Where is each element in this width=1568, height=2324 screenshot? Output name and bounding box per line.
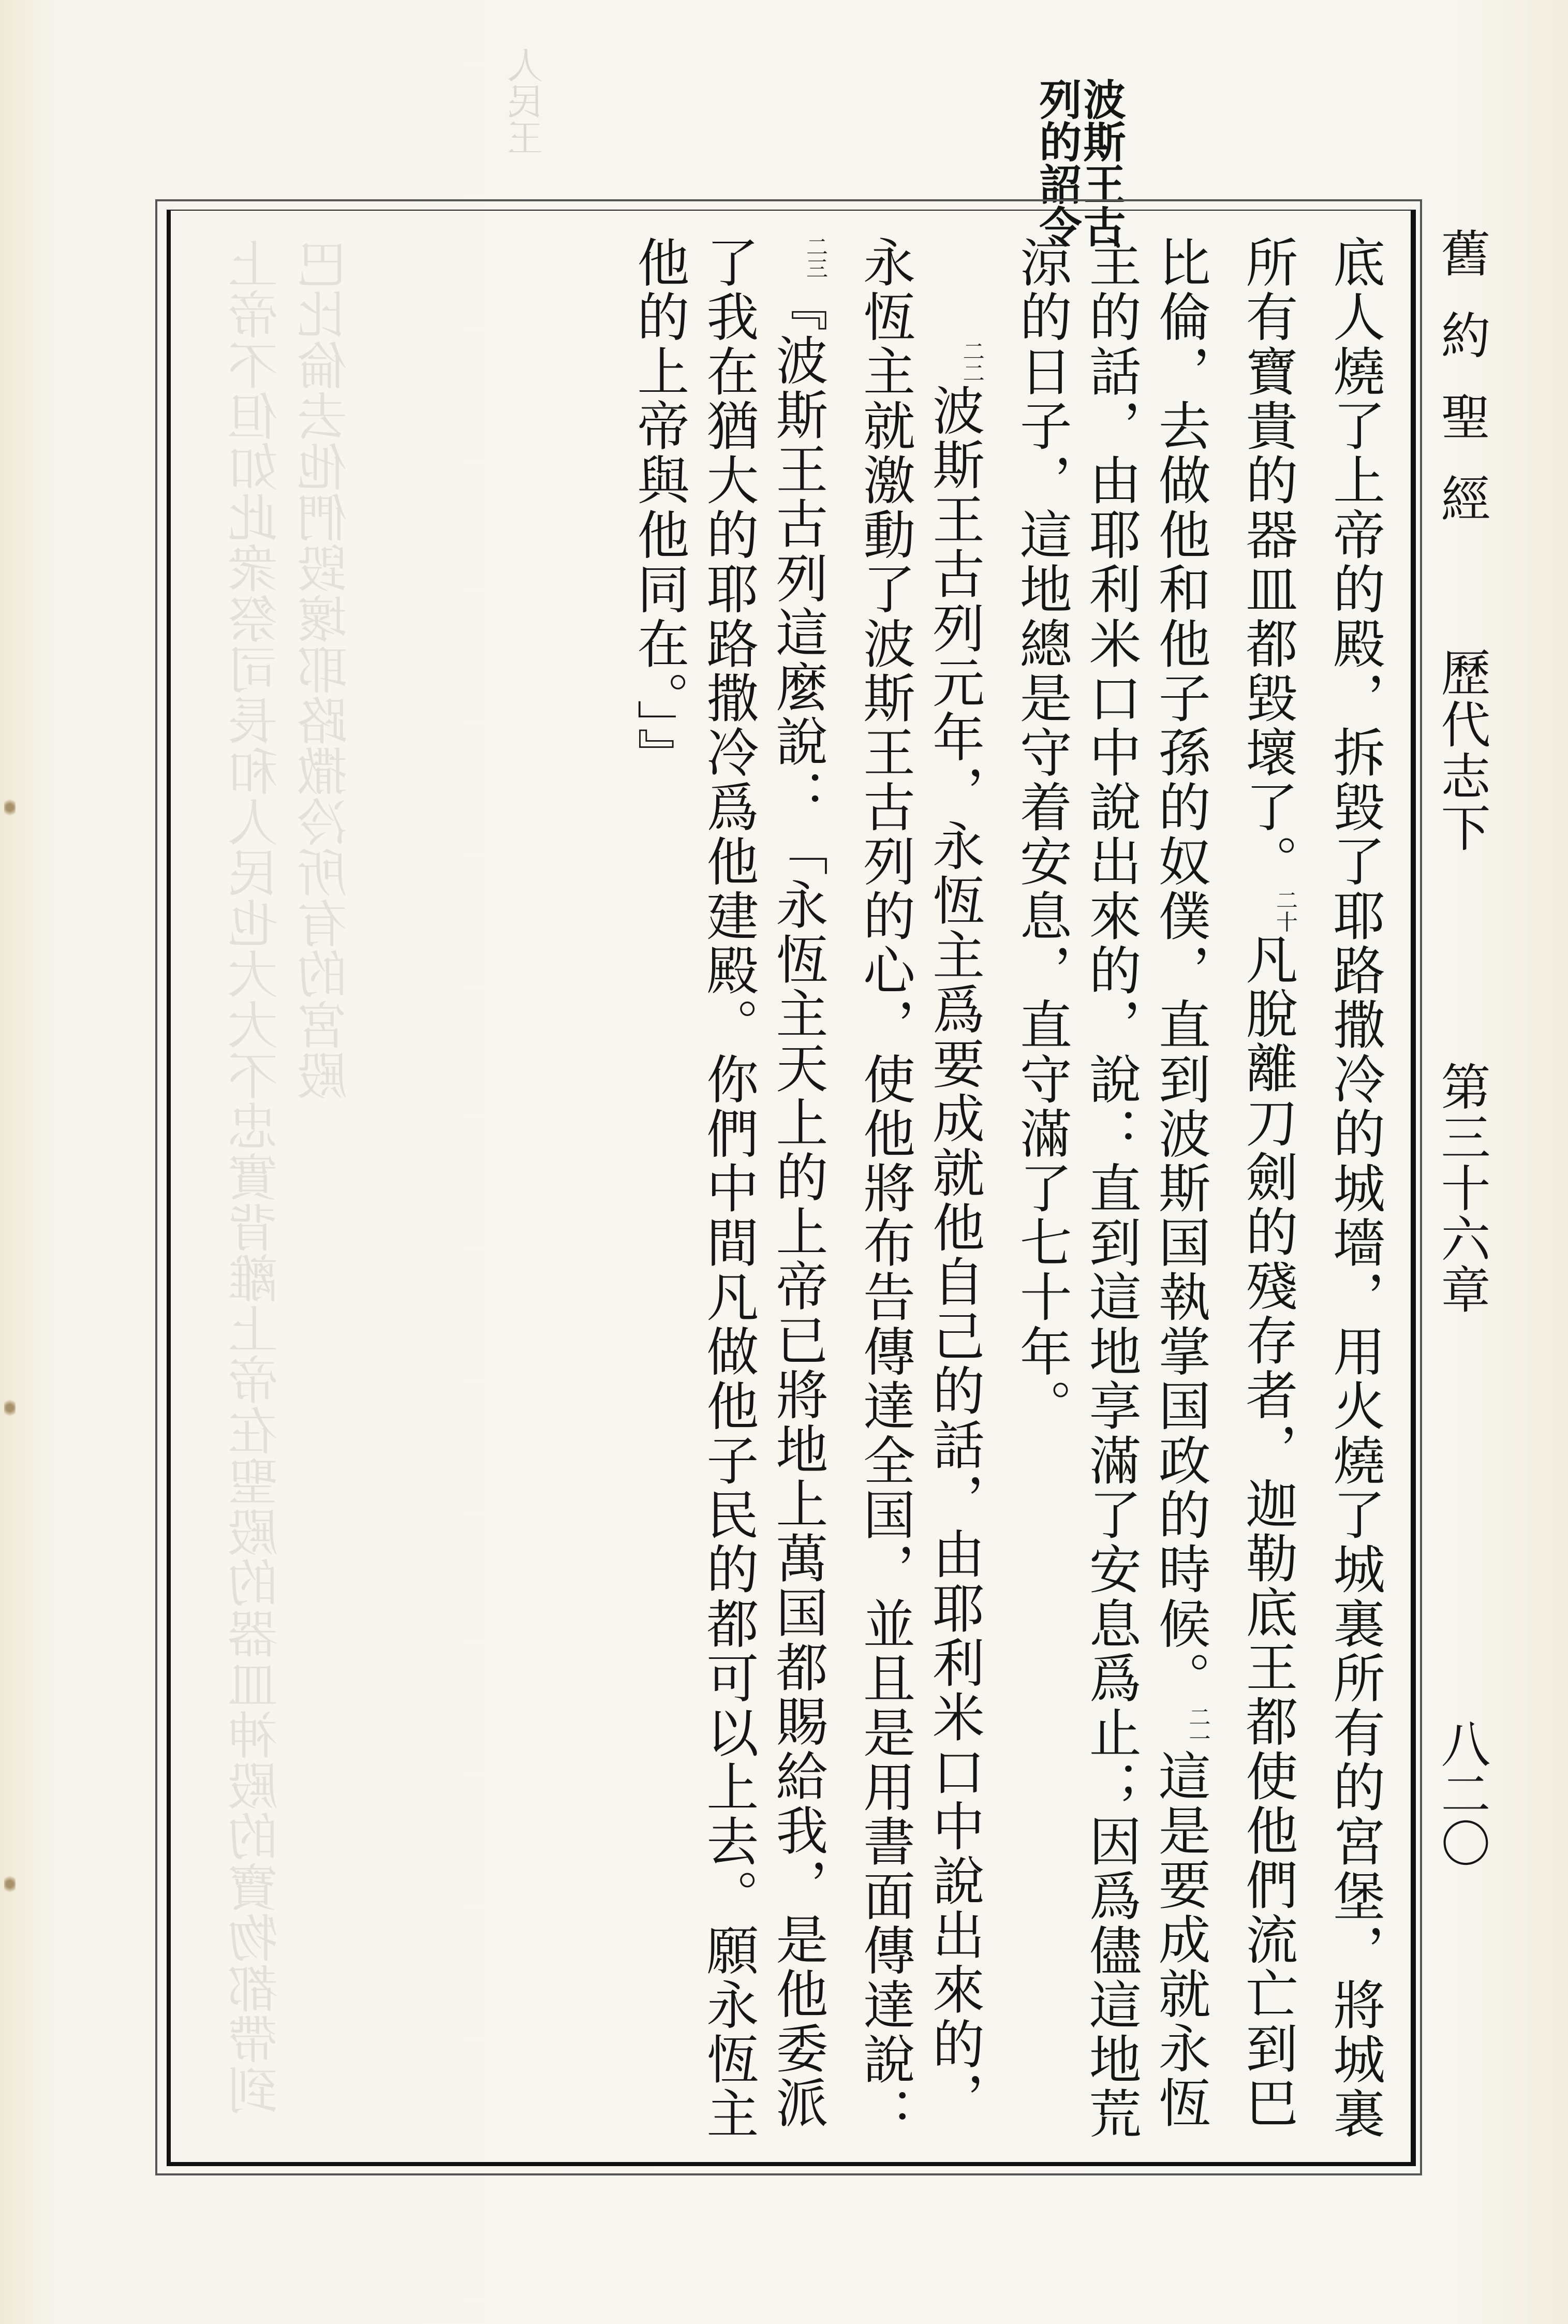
verse-text: 波斯王古列元年，永恆主爲要成就他自己的話，由耶利米口中說出來的，永恆主就激動了波斯王古列的心，使他將布告傳達全国，並且是用書面傳達說： xyxy=(854,236,985,2141)
page-number: 八二〇 xyxy=(1433,1718,1491,1867)
running-header-line2: 列的詔令 xyxy=(1032,78,1082,247)
verse-text: 底人燒了上帝的殿，拆毀了耶路撒冷的城墻，用火燒了城裏所有的宮堡，將城裏所有寶貴的器皿都毀壞了。 xyxy=(1237,236,1385,2141)
running-header-line1: 波斯王古 xyxy=(1076,78,1126,247)
bleed-through-text: 上帝不但如此衆祭司長和人民也大大不忠實背離上帝在聖殿的器皿神殿的寶物都帶到巴比倫去他們毀壞耶路撒冷所有的宮殿 xyxy=(228,238,356,2115)
verse-number: 二十 xyxy=(1273,889,1298,933)
chapter-label: 第三十六章 xyxy=(1433,1061,1491,1315)
scripture-body xyxy=(624,236,1389,2151)
verse-number: 二三 xyxy=(803,236,829,279)
binding-mark xyxy=(4,1874,16,1894)
binding-mark xyxy=(4,1398,16,1418)
verse-text: 凡脫離刀劍的殘存者，迦勒底王都使他們流亡到巴比倫，去做他和他子孫的奴僕，直到波斯国執掌国政的時候。 xyxy=(1149,236,1298,2130)
text-column xyxy=(624,236,1007,2151)
verse-text: 『波斯王古列這麼說：「永恆主天上的上帝已將地上萬国都賜給我，是他委派了我在猶大的耶路撒冷爲他建殿。你們中間凡做他子民的都可以上去。願永恆主他的上帝與他同在。」』 xyxy=(628,236,829,2141)
text-column xyxy=(1007,236,1389,2151)
book-title: 舊約聖經 xyxy=(1433,228,1491,555)
verse-number: 二二 xyxy=(959,340,985,384)
bleed-through-header: 人民王 xyxy=(507,47,549,155)
binding-mark xyxy=(4,797,16,818)
verse-number: 二一 xyxy=(1186,1705,1211,1749)
book-name: 歷代志下 xyxy=(1433,647,1491,854)
verse-text: 這是要成就永恆主的話，由耶利米口中說出來的，說：直到這地享滿了安息爲止；因爲儘這地荒涼的日子，這地總是守着安息，直守滿了七十年。 xyxy=(1011,236,1211,2141)
